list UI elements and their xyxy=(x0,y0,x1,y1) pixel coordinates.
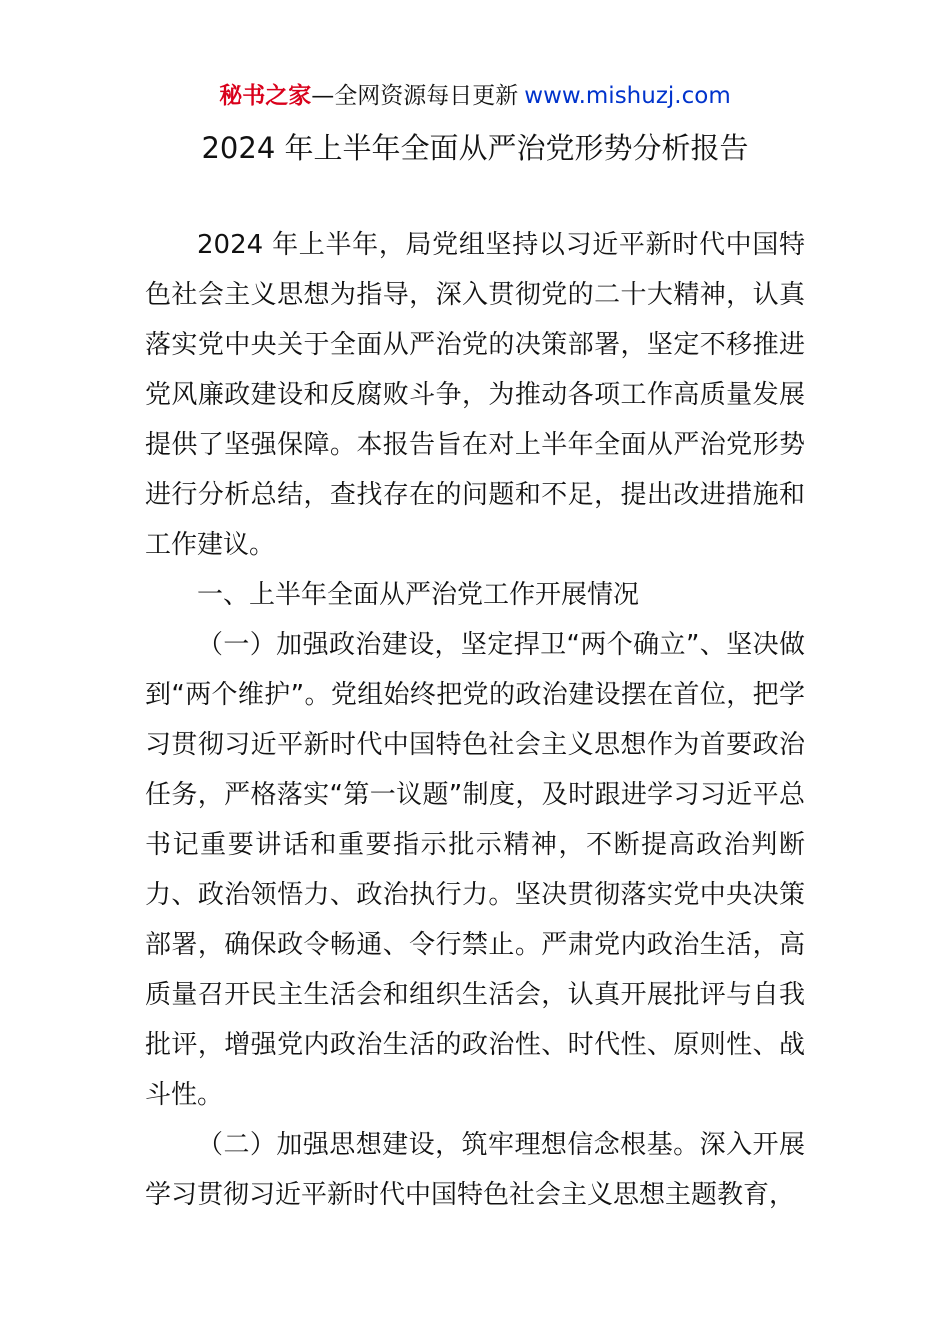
header-tagline: —全网资源每日更新 xyxy=(311,83,519,109)
document-title: 2024 年上半年全面从严治党形势分析报告 xyxy=(201,131,749,165)
site-url-link[interactable]: www.mishuzj.com xyxy=(524,83,731,109)
paragraph-ideological-building: （二）加强思想建设，筑牢理想信念根基。深入开展学习贯彻习近平新时代中国特色社会主义思想主题教育， xyxy=(145,1130,805,1210)
paragraph-political-building: （一）加强政治建设，坚定捍卫“两个确立”、坚决做到“两个维护”。党组始终把党的政治建设摆在首位，把学习贯彻习近平新时代中国特色社会主义思想作为首要政治任务，严格落实“第一议题”制度，及时跟进学习习近平总书记重要讲话和重要指示批示精神，不断提高政治判断力、政治领悟力、政治执行力。坚决贯彻落实党中央决策部署，确保政令畅通、令行禁止。严肃党内政治生活，高质量召开民主生活会和组织生活会，认真开展批评与自我批评，增强党内政治生活的政治性、时代性、原则性、战斗性。 xyxy=(145,630,805,1110)
document-body xyxy=(145,220,805,1220)
brand-name: 秘书之家 xyxy=(219,83,312,109)
section-heading-1: 一、上半年全面从严治党工作开展情况 xyxy=(197,580,640,610)
paragraph-intro: 2024 年上半年，局党组坚持以习近平新时代中国特色社会主义思想为指导，深入贯彻党的二十大精神，认真落实党中央关于全面从严治党的决策部署，坚定不移推进党风廉政建设和反腐败斗争，为推动各项工作高质量发展提供了坚强保障。本报告旨在对上半年全面从严治党形势进行分析总结，查找存在的问题和不足，提出改进措施和工作建议。 xyxy=(145,230,805,560)
site-header xyxy=(0,80,950,112)
